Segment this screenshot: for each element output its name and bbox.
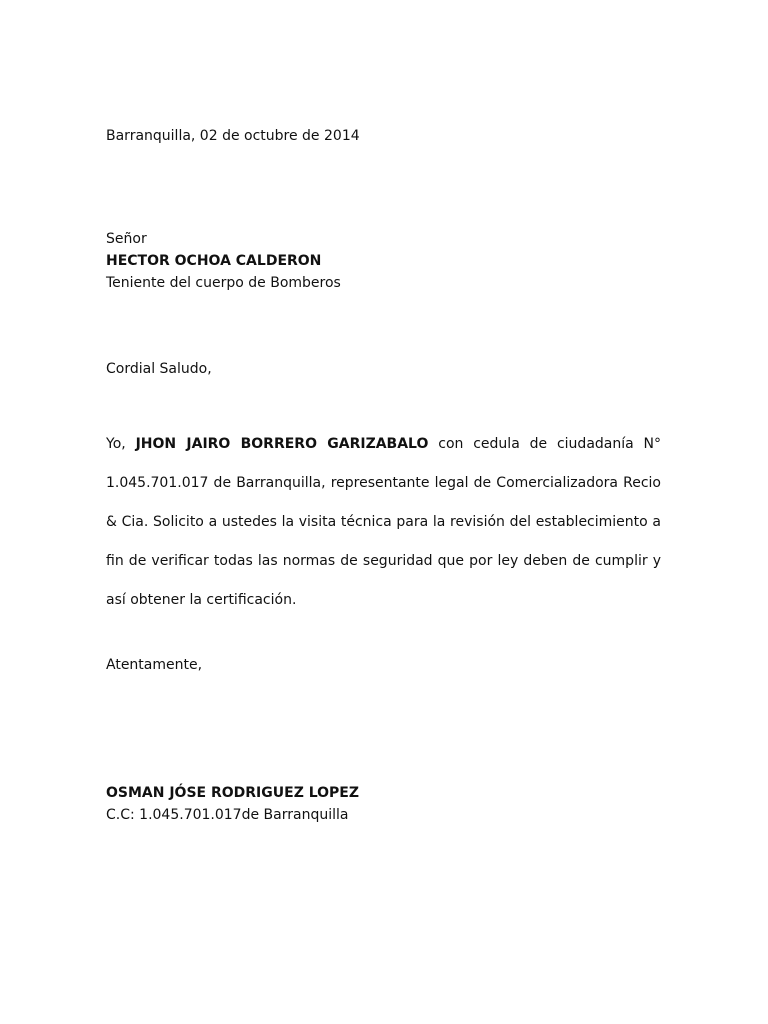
closing: Atentamente, — [106, 657, 203, 673]
body-paragraph — [106, 425, 661, 620]
date-line: Barranquilla, 02 de octubre de 2014 — [106, 128, 360, 144]
recipient-name: HECTOR OCHOA CALDERON — [106, 253, 322, 269]
body-intro: Yo, — [106, 436, 126, 452]
signer-id: C.C: 1.045.701.017de Barranquilla — [106, 807, 349, 823]
sender-name: JHON JAIRO BORRERO GARIZABALO — [135, 436, 429, 452]
salutation-title: Señor — [106, 231, 147, 247]
greeting: Cordial Saludo, — [106, 361, 212, 377]
signer-name: OSMAN JÓSE RODRIGUEZ LOPEZ — [106, 785, 360, 801]
recipient-role: Teniente del cuerpo de Bomberos — [106, 275, 341, 291]
body-text: con cedula de ciudadanía N° 1.045.701.017 de Barranquilla, representante legal de Comercializadora Recio & Cia. Solicito a ustedes la visita técnica para la revisión del establecimiento a fin de verificar todas las normas de seguridad que por ley deben de cumplir y así obtener la certificación. — [106, 436, 662, 608]
